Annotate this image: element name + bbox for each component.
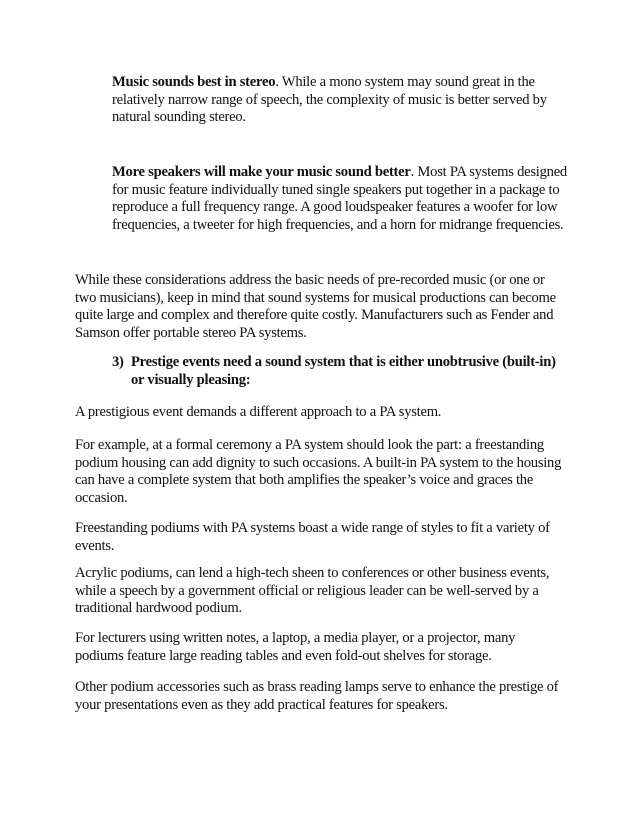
paragraph-lead-more-speakers: More speakers will make your music sound better <box>112 164 411 180</box>
numbered-heading-prestige <box>112 354 572 389</box>
list-number: 3) <box>112 354 124 370</box>
paragraph-more-speakers <box>112 164 582 234</box>
numbered-heading-text: Prestige events need a sound system that is either unobtrusive (built-in) or visually pleasing: <box>131 354 556 388</box>
paragraph-considerations: While these considerations address the basic needs of pre-recorded music (or one or two musicians), keep in mind that sound systems for musical productions can become quite large and complex and therefore quite costly. Manufacturers such as Fender and Samson offer portable stereo PA systems. <box>75 272 556 341</box>
paragraph-accessories: Other podium accessories such as brass reading lamps serve to enhance the prestige of your presentations even as they add practical features for speakers. <box>75 679 559 713</box>
paragraph-formal-ceremony: For example, at a formal ceremony a PA system should look the part: a freestanding podium housing can add dignity to such occasions. A built-in PA system to the housing can have a complete system that both amplifies the speaker’s voice and graces the occasion. <box>75 437 562 506</box>
paragraph-stereo <box>112 74 582 127</box>
paragraph-lecturers: For lecturers using written notes, a laptop, a media player, or a projector, many podiums feature large reading tables and even fold-out shelves for storage. <box>75 630 516 664</box>
paragraph-body-stereo: . While a mono system may sound great in the relatively narrow range of speech, the complexity of music is better served by natural sounding stereo. <box>112 74 547 126</box>
paragraph-acrylic-podiums: Acrylic podiums, can lend a high-tech sheen to conferences or other business events, while a speech by a government official or religious leader can be well-served by a traditional hardwood podium. <box>75 565 550 617</box>
paragraph-body-more-speakers: . Most PA systems designed for music feature individually tuned single speakers put together in a package to reproduce a full frequency range. A good loudspeaker features a woofer for low frequencies, a tweeter for high frequencies, and a horn for midrange frequencies. <box>112 164 567 233</box>
paragraph-prestigious-event: A prestigious event demands a different approach to a PA system. <box>75 404 442 420</box>
paragraph-lead-stereo: Music sounds best in stereo <box>112 74 276 90</box>
paragraph-freestanding-podiums: Freestanding podiums with PA systems boast a wide range of styles to fit a variety of events. <box>75 520 550 554</box>
